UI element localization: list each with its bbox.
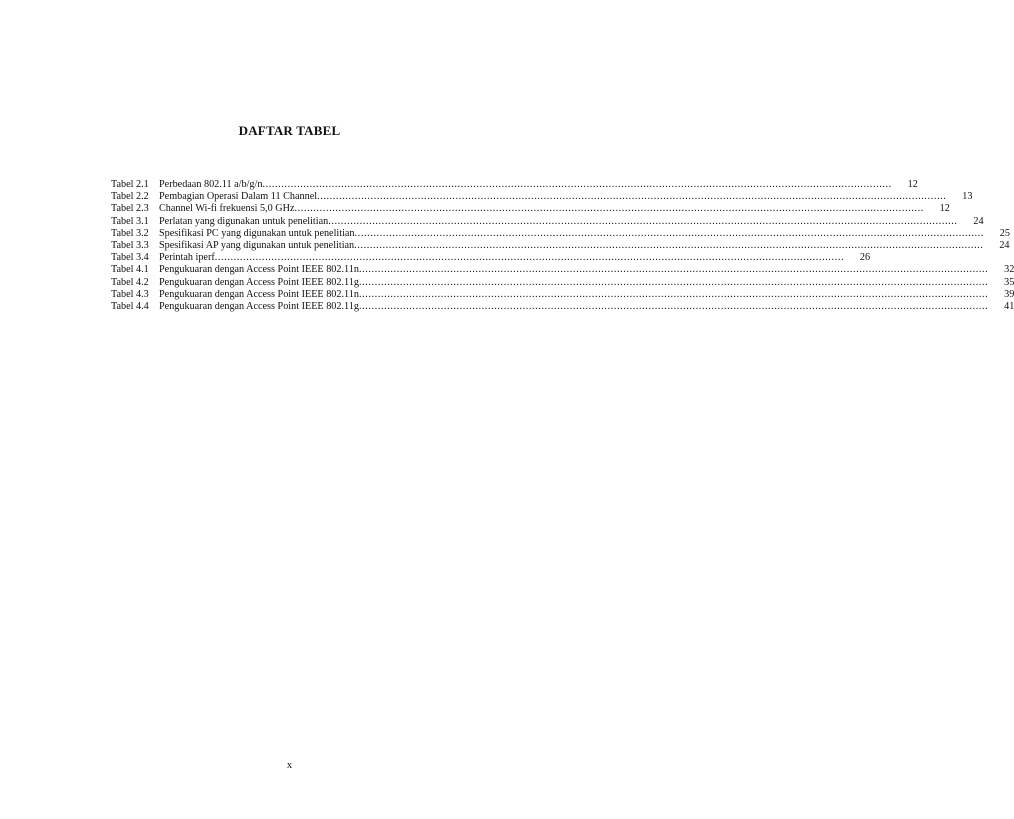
dot-leader: ........................................................................................................................................................................................................ <box>328 215 958 227</box>
entry-label: Tabel 4.1 <box>111 264 149 276</box>
list-item <box>111 252 871 264</box>
entry-page: 24 <box>999 239 1010 251</box>
entry-title: Pengukuaran dengan Access Point IEEE 802.11g <box>159 300 359 312</box>
list-item <box>111 215 984 228</box>
entry-title: Pembagian Operasi Dalam 11 Channel <box>159 191 318 203</box>
entry-label: Tabel 3.3 <box>111 239 149 251</box>
dot-leader: ........................................................................................................................................................................................................ <box>354 227 984 239</box>
entry-title: Pengukuaran dengan Access Point IEEE 802.11n <box>159 288 359 300</box>
entry-page: 13 <box>962 191 973 203</box>
entry-label: Tabel 3.4 <box>111 252 149 264</box>
entry-label: Tabel 2.1 <box>111 179 149 190</box>
entry-label: Tabel 4.4 <box>111 300 149 312</box>
dot-leader: ........................................................................................................................................................................................................ <box>354 239 984 251</box>
list-item <box>111 288 1014 301</box>
entry-title: Perintah iperf <box>159 252 215 264</box>
entry-page: 32 <box>1004 264 1014 276</box>
list-item <box>111 239 1010 252</box>
entry-page: 12 <box>907 179 918 190</box>
entry-page: 35 <box>1004 276 1014 288</box>
entry-page: 41 <box>1004 300 1014 312</box>
entry-title: Pengukuaran dengan Access Point IEEE 802.11g <box>159 276 359 288</box>
entry-label: Tabel 2.3 <box>111 203 149 215</box>
dot-leader: ........................................................................................................................................................................................................ <box>317 191 947 203</box>
entry-label: Tabel 2.2 <box>111 191 149 203</box>
entry-page: 26 <box>859 252 871 264</box>
list-item <box>111 276 1014 289</box>
entry-label: Tabel 3.1 <box>111 215 149 227</box>
list-item <box>111 191 973 203</box>
dot-leader: ........................................................................................................................................................................................................ <box>358 264 989 276</box>
entry-page: 25 <box>999 227 1010 239</box>
dot-leader: ........................................................................................................................................................................................................ <box>358 288 989 300</box>
entry-page: 39 <box>1004 288 1014 300</box>
entry-title: Pengukuaran dengan Access Point IEEE 802.11n <box>159 264 359 276</box>
dot-leader: ........................................................................................................................................................................................................ <box>358 300 989 312</box>
entry-label: Tabel 4.3 <box>111 288 149 300</box>
list-item <box>111 300 1014 313</box>
entry-label: Tabel 3.2 <box>111 227 149 239</box>
entry-title: Spesifikasi PC yang digunakan untuk penelitian <box>159 227 355 239</box>
dot-leader: ........................................................................................................................................................................................................ <box>294 203 924 215</box>
entry-page: 24 <box>973 215 984 227</box>
dot-leader: ........................................................................................................................................................................................................ <box>358 276 989 288</box>
dot-leader: ........................................................................................................................................................................................................ <box>214 252 845 264</box>
list-item <box>111 203 950 215</box>
list-item <box>111 264 1014 276</box>
entry-title: Perlatan yang digunakan untuk penelitian <box>159 215 329 227</box>
table-of-tables-list <box>111 179 1014 313</box>
list-item <box>111 227 1010 240</box>
dot-leader: ........................................................................................................................................................................................................ <box>262 179 892 190</box>
entry-label: Tabel 4.2 <box>111 276 149 288</box>
entry-title: Channel Wi-fi frekuensi 5,0 GHz <box>159 203 295 215</box>
entry-title: Spesifikasi AP yang digunakan untuk penelitian <box>159 239 355 251</box>
page-number: x <box>286 760 293 771</box>
entry-title: Perbedaan 802.11 a/b/g/n <box>159 179 263 190</box>
page-title: DAFTAR TABEL <box>238 123 341 138</box>
entry-page: 12 <box>939 203 950 215</box>
list-item <box>111 179 918 191</box>
